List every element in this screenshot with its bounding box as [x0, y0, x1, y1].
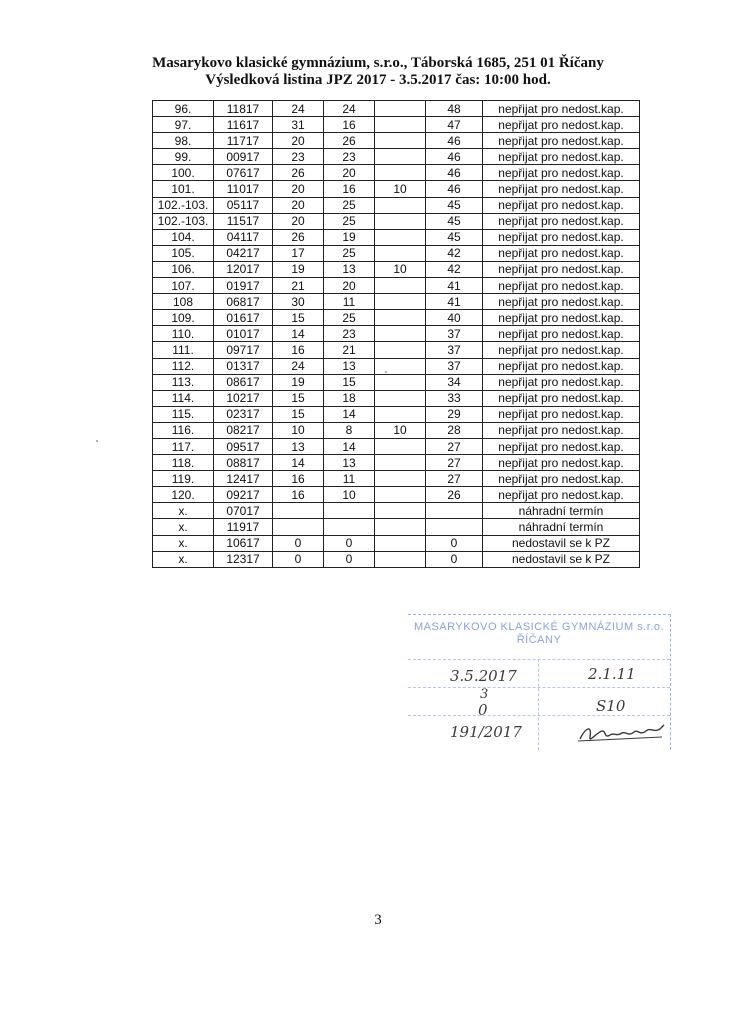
- rank-cell: 96.: [153, 101, 214, 117]
- score2-cell: 11: [324, 471, 375, 487]
- result-cell: nedostavil se k PZ: [483, 535, 640, 551]
- result-cell: nepřijat pro nedost.kap.: [483, 326, 640, 342]
- score2-cell: 18: [324, 390, 375, 406]
- result-cell: nepřijat pro nedost.kap.: [483, 358, 640, 374]
- table-row: [153, 438, 640, 454]
- rank-cell: 110.: [153, 326, 214, 342]
- table-row: [153, 422, 640, 438]
- stamp-count1: 3: [480, 687, 489, 702]
- score1-cell: 13: [273, 438, 324, 454]
- rank-cell: 101.: [153, 181, 214, 197]
- stamp-ref: 191/2017: [450, 723, 522, 741]
- result-cell: nepřijat pro nedost.kap.: [483, 245, 640, 261]
- stamp-divider: [408, 715, 670, 716]
- result-cell: nepřijat pro nedost.kap.: [483, 133, 640, 149]
- results-table: [152, 100, 640, 568]
- rank-cell: 98.: [153, 133, 214, 149]
- result-cell: náhradní termín: [483, 519, 640, 535]
- code-cell: 04217: [214, 245, 273, 261]
- score2-cell: 21: [324, 342, 375, 358]
- total-cell: 47: [426, 117, 483, 133]
- result-cell: nepřijat pro nedost.kap.: [483, 374, 640, 390]
- page-number: 3: [374, 912, 382, 928]
- result-cell: nepřijat pro nedost.kap.: [483, 406, 640, 422]
- score2-cell: 10: [324, 487, 375, 503]
- bonus-cell: [375, 229, 426, 245]
- score2-cell: 15: [324, 374, 375, 390]
- table-row: [153, 326, 640, 342]
- score1-cell: 26: [273, 165, 324, 181]
- score1-cell: 30: [273, 294, 324, 310]
- bonus-cell: [375, 535, 426, 551]
- total-cell: 33: [426, 390, 483, 406]
- total-cell: 45: [426, 229, 483, 245]
- bonus-cell: [375, 358, 426, 374]
- score1-cell: 26: [273, 229, 324, 245]
- total-cell: 27: [426, 438, 483, 454]
- bonus-cell: [375, 455, 426, 471]
- bonus-cell: 10: [375, 422, 426, 438]
- rank-cell: 108: [153, 294, 214, 310]
- bonus-cell: [375, 326, 426, 342]
- results-table-body: [153, 101, 640, 568]
- total-cell: 41: [426, 278, 483, 294]
- rank-cell: 113.: [153, 374, 214, 390]
- bonus-cell: [375, 278, 426, 294]
- score1-cell: 23: [273, 149, 324, 165]
- bonus-cell: [375, 519, 426, 535]
- result-cell: nepřijat pro nedost.kap.: [483, 342, 640, 358]
- score1-cell: 14: [273, 455, 324, 471]
- rank-cell: 102.-103.: [153, 213, 214, 229]
- result-cell: nepřijat pro nedost.kap.: [483, 455, 640, 471]
- rank-cell: x.: [153, 535, 214, 551]
- bonus-cell: [375, 487, 426, 503]
- code-cell: 09217: [214, 487, 273, 503]
- score1-cell: 15: [273, 406, 324, 422]
- result-cell: nepřijat pro nedost.kap.: [483, 390, 640, 406]
- score2-cell: 26: [324, 133, 375, 149]
- score2-cell: 14: [324, 438, 375, 454]
- score1-cell: 21: [273, 278, 324, 294]
- stamp-organization: [408, 621, 670, 647]
- table-row: [153, 551, 640, 567]
- score1-cell: 31: [273, 117, 324, 133]
- score1-cell: 17: [273, 245, 324, 261]
- table-row: [153, 117, 640, 133]
- score1-cell: 15: [273, 390, 324, 406]
- bonus-cell: [375, 471, 426, 487]
- code-cell: 11617: [214, 117, 273, 133]
- total-cell: 26: [426, 487, 483, 503]
- rank-cell: 109.: [153, 310, 214, 326]
- bonus-cell: [375, 213, 426, 229]
- rank-cell: 99.: [153, 149, 214, 165]
- table-row: [153, 471, 640, 487]
- code-cell: 04117: [214, 229, 273, 245]
- table-row: [153, 503, 640, 519]
- score2-cell: 24: [324, 101, 375, 117]
- rank-cell: 119.: [153, 471, 214, 487]
- score1-cell: 24: [273, 358, 324, 374]
- total-cell: 45: [426, 213, 483, 229]
- code-cell: 09717: [214, 342, 273, 358]
- code-cell: 11917: [214, 519, 273, 535]
- rank-cell: 117.: [153, 438, 214, 454]
- total-cell: 0: [426, 535, 483, 551]
- score2-cell: [324, 503, 375, 519]
- bonus-cell: [375, 406, 426, 422]
- stamp-divider: [408, 687, 670, 688]
- code-cell: 09517: [214, 438, 273, 454]
- table-row: [153, 294, 640, 310]
- score2-cell: 14: [324, 406, 375, 422]
- rank-cell: 105.: [153, 245, 214, 261]
- bonus-cell: [375, 310, 426, 326]
- result-cell: nepřijat pro nedost.kap.: [483, 294, 640, 310]
- rank-cell: 100.: [153, 165, 214, 181]
- code-cell: 05117: [214, 197, 273, 213]
- rank-cell: x.: [153, 519, 214, 535]
- stamp-org-line1: MASARYKOVO KLASICKÉ GYMNÁZIUM s.r.o.: [413, 621, 665, 633]
- bonus-cell: [375, 101, 426, 117]
- total-cell: 45: [426, 197, 483, 213]
- score2-cell: 19: [324, 229, 375, 245]
- score2-cell: 8: [324, 422, 375, 438]
- document-title: Masarykovo klasické gymnázium, s.r.o., Táborská 1685, 251 01 Říčany: [152, 55, 604, 71]
- rank-cell: 115.: [153, 406, 214, 422]
- table-row: [153, 406, 640, 422]
- total-cell: 42: [426, 245, 483, 261]
- code-cell: 07017: [214, 503, 273, 519]
- score2-cell: 13: [324, 358, 375, 374]
- result-cell: nepřijat pro nedost.kap.: [483, 471, 640, 487]
- signature-icon: [576, 719, 668, 747]
- score2-cell: 25: [324, 310, 375, 326]
- score1-cell: 0: [273, 535, 324, 551]
- code-cell: 11017: [214, 181, 273, 197]
- table-row: [153, 133, 640, 149]
- score1-cell: 16: [273, 342, 324, 358]
- score1-cell: 16: [273, 487, 324, 503]
- score2-cell: 25: [324, 197, 375, 213]
- score1-cell: 20: [273, 133, 324, 149]
- score1-cell: [273, 519, 324, 535]
- table-row: [153, 310, 640, 326]
- code-cell: 01917: [214, 278, 273, 294]
- table-row: [153, 101, 640, 117]
- result-cell: nepřijat pro nedost.kap.: [483, 213, 640, 229]
- score2-cell: 23: [324, 149, 375, 165]
- table-row: [153, 358, 640, 374]
- table-row: [153, 165, 640, 181]
- code-cell: 11817: [214, 101, 273, 117]
- total-cell: 46: [426, 133, 483, 149]
- code-cell: 02317: [214, 406, 273, 422]
- bonus-cell: [375, 390, 426, 406]
- rank-cell: 116.: [153, 422, 214, 438]
- code-cell: 11717: [214, 133, 273, 149]
- stamp-org-line2: ŘÍČANY: [516, 634, 562, 646]
- score1-cell: 16: [273, 471, 324, 487]
- table-row: [153, 261, 640, 277]
- stamp-divider: [538, 659, 539, 750]
- rank-cell: x.: [153, 551, 214, 567]
- bonus-cell: [375, 294, 426, 310]
- score2-cell: 13: [324, 261, 375, 277]
- code-cell: 08217: [214, 422, 273, 438]
- total-cell: 48: [426, 101, 483, 117]
- bonus-cell: [375, 342, 426, 358]
- stamp-number: 2.1.11: [588, 665, 636, 683]
- score1-cell: 20: [273, 213, 324, 229]
- score1-cell: 19: [273, 261, 324, 277]
- total-cell: [426, 519, 483, 535]
- rank-cell: x.: [153, 503, 214, 519]
- score1-cell: 20: [273, 197, 324, 213]
- table-row: [153, 374, 640, 390]
- code-cell: 12017: [214, 261, 273, 277]
- table-row: [153, 213, 640, 229]
- bonus-cell: [375, 503, 426, 519]
- code-cell: 10217: [214, 390, 273, 406]
- table-row: [153, 229, 640, 245]
- result-cell: nepřijat pro nedost.kap.: [483, 181, 640, 197]
- score1-cell: 19: [273, 374, 324, 390]
- score2-cell: 0: [324, 551, 375, 567]
- total-cell: 46: [426, 165, 483, 181]
- total-cell: 40: [426, 310, 483, 326]
- score2-cell: 20: [324, 278, 375, 294]
- result-cell: nepřijat pro nedost.kap.: [483, 197, 640, 213]
- score2-cell: [324, 519, 375, 535]
- score1-cell: 10: [273, 422, 324, 438]
- score1-cell: 24: [273, 101, 324, 117]
- table-row: [153, 149, 640, 165]
- score2-cell: 16: [324, 181, 375, 197]
- result-cell: nepřijat pro nedost.kap.: [483, 229, 640, 245]
- code-cell: 10617: [214, 535, 273, 551]
- result-cell: nedostavil se k PZ: [483, 551, 640, 567]
- total-cell: [426, 503, 483, 519]
- result-cell: nepřijat pro nedost.kap.: [483, 278, 640, 294]
- code-cell: 01617: [214, 310, 273, 326]
- result-cell: nepřijat pro nedost.kap.: [483, 165, 640, 181]
- score1-cell: 0: [273, 551, 324, 567]
- score2-cell: 23: [324, 326, 375, 342]
- score2-cell: 0: [324, 535, 375, 551]
- total-cell: 0: [426, 551, 483, 567]
- result-cell: nepřijat pro nedost.kap.: [483, 487, 640, 503]
- scan-speck: [96, 440, 98, 442]
- total-cell: 37: [426, 342, 483, 358]
- bonus-cell: [375, 133, 426, 149]
- score1-cell: 20: [273, 181, 324, 197]
- table-row: [153, 519, 640, 535]
- result-cell: nepřijat pro nedost.kap.: [483, 117, 640, 133]
- rank-cell: 107.: [153, 278, 214, 294]
- table-row: [153, 278, 640, 294]
- result-cell: náhradní termín: [483, 503, 640, 519]
- code-cell: 01317: [214, 358, 273, 374]
- total-cell: 41: [426, 294, 483, 310]
- table-row: [153, 342, 640, 358]
- score2-cell: 25: [324, 213, 375, 229]
- table-row: [153, 390, 640, 406]
- result-cell: nepřijat pro nedost.kap.: [483, 261, 640, 277]
- score2-cell: 13: [324, 455, 375, 471]
- bonus-cell: [375, 165, 426, 181]
- table-row: [153, 487, 640, 503]
- bonus-cell: [375, 117, 426, 133]
- table-row: [153, 245, 640, 261]
- bonus-cell: 10: [375, 261, 426, 277]
- rank-cell: 112.: [153, 358, 214, 374]
- code-cell: 12317: [214, 551, 273, 567]
- stamp-count2: 0: [478, 701, 488, 719]
- bonus-cell: 10: [375, 181, 426, 197]
- table-row: [153, 535, 640, 551]
- code-cell: 08617: [214, 374, 273, 390]
- rank-cell: 111.: [153, 342, 214, 358]
- rank-cell: 114.: [153, 390, 214, 406]
- score1-cell: 14: [273, 326, 324, 342]
- total-cell: 29: [426, 406, 483, 422]
- code-cell: 06817: [214, 294, 273, 310]
- rank-cell: 104.: [153, 229, 214, 245]
- score2-cell: 16: [324, 117, 375, 133]
- bonus-cell: [375, 197, 426, 213]
- result-cell: nepřijat pro nedost.kap.: [483, 101, 640, 117]
- registry-stamp: [408, 614, 671, 750]
- total-cell: 34: [426, 374, 483, 390]
- score2-cell: 11: [324, 294, 375, 310]
- total-cell: 37: [426, 326, 483, 342]
- code-cell: 00917: [214, 149, 273, 165]
- bonus-cell: [375, 438, 426, 454]
- bonus-cell: [375, 551, 426, 567]
- stamp-date: 3.5.2017: [450, 667, 517, 685]
- rank-cell: 118.: [153, 455, 214, 471]
- rank-cell: 106.: [153, 261, 214, 277]
- total-cell: 46: [426, 181, 483, 197]
- score2-cell: 20: [324, 165, 375, 181]
- score1-cell: [273, 503, 324, 519]
- total-cell: 28: [426, 422, 483, 438]
- stamp-divider: [408, 659, 670, 660]
- document-subtitle: Výsledková listina JPZ 2017 - 3.5.2017 čas: 10:00 hod.: [205, 72, 551, 88]
- code-cell: 01017: [214, 326, 273, 342]
- score2-cell: 25: [324, 245, 375, 261]
- code-cell: 11517: [214, 213, 273, 229]
- result-cell: nepřijat pro nedost.kap.: [483, 422, 640, 438]
- table-row: [153, 181, 640, 197]
- code-cell: 08817: [214, 455, 273, 471]
- table-row: [153, 455, 640, 471]
- rank-cell: 102.-103.: [153, 197, 214, 213]
- total-cell: 27: [426, 455, 483, 471]
- code-cell: 07617: [214, 165, 273, 181]
- bonus-cell: [375, 149, 426, 165]
- total-cell: 27: [426, 471, 483, 487]
- table-row: [153, 197, 640, 213]
- bonus-cell: [375, 374, 426, 390]
- bonus-cell: [375, 245, 426, 261]
- total-cell: 46: [426, 149, 483, 165]
- total-cell: 37: [426, 358, 483, 374]
- stamp-code: S10: [596, 697, 626, 715]
- rank-cell: 97.: [153, 117, 214, 133]
- result-cell: nepřijat pro nedost.kap.: [483, 310, 640, 326]
- code-cell: 12417: [214, 471, 273, 487]
- score1-cell: 15: [273, 310, 324, 326]
- result-cell: nepřijat pro nedost.kap.: [483, 149, 640, 165]
- result-cell: nepřijat pro nedost.kap.: [483, 438, 640, 454]
- scan-speck: [385, 371, 387, 373]
- total-cell: 42: [426, 261, 483, 277]
- rank-cell: 120.: [153, 487, 214, 503]
